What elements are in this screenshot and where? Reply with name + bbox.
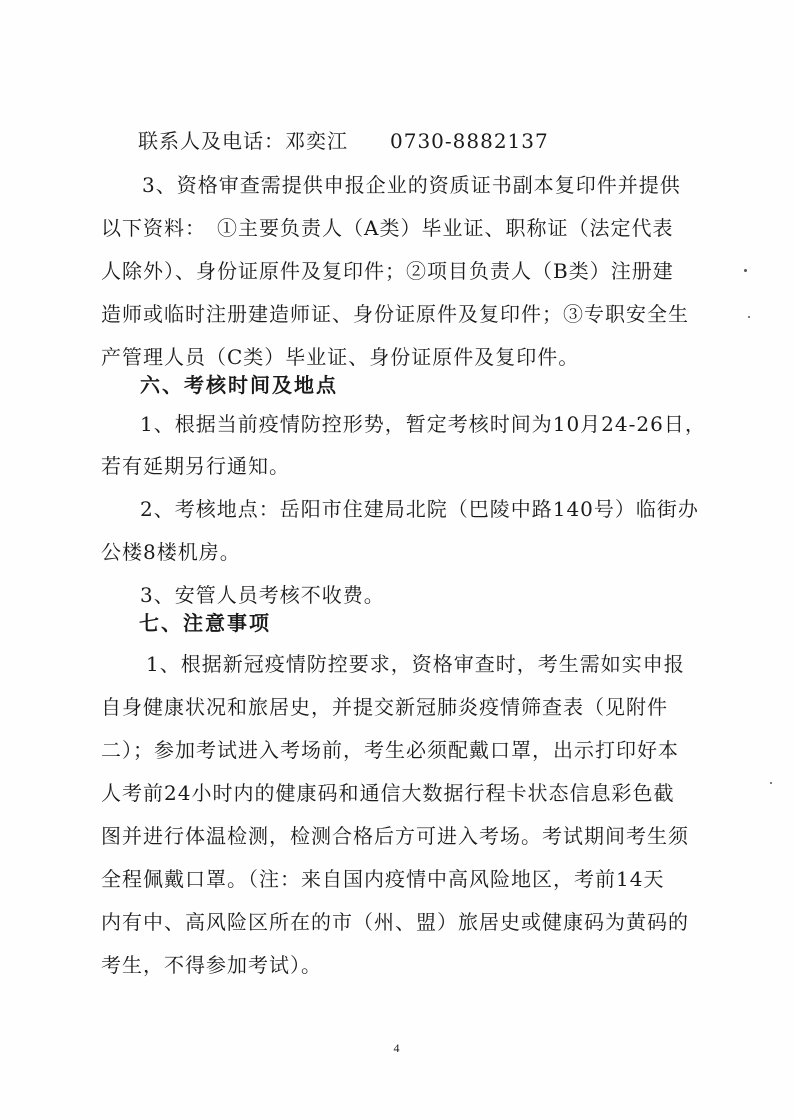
paragraph-line: 3、安管人员考核不收费。 [140,583,385,607]
contact-line: 联系人及电话：邓奕江 0730-8882137 [138,129,549,153]
paragraph-line: 内有中、高风险区所在的市（州、盟）旅居史或健康码为黄码的 [101,910,689,934]
paragraph-line: 二）；参加考试进入考场前，考生必须配戴口罩，出示打印好本 [101,738,679,762]
paragraph-line: 产管理人员（C类）毕业证、身份证原件及复印件。 [101,345,580,369]
paragraph-line: 若有延期另行通知。 [101,454,290,478]
paragraph-line: 考生，不得参加考试）。 [101,953,322,977]
paragraph-line: 自身健康状况和旅居史，并提交新冠肺炎疫情筛查表（见附件 [101,695,668,719]
paragraph-line: 图并进行体温检测，检测合格后方可进入考场。考试期间考生须 [101,824,689,848]
paragraph-line: 3、资格审查需提供申报企业的资质证书副本复印件并提供 [142,173,681,197]
page-number: 4 [393,1041,400,1055]
paragraph-line: 全程佩戴口罩。（注：来自国内疫情中高风险地区，考前14天 [101,867,665,891]
scan-speck [748,316,750,318]
paragraph-line: 1、根据当前疫情防控形势，暂定考核时间为10月24-26日， [140,412,706,436]
scan-speck [770,782,772,784]
paragraph-line: 人除外）、身份证原件及复印件；②项目负责人（B类）注册建 [101,259,674,283]
paragraph-line: 2、考核地点：岳阳市住建局北院（巴陵中路140号）临街办 [140,497,699,521]
paragraph-line: 公楼8楼机房。 [101,540,241,564]
section-heading-exam-time-place: 六、考核时间及地点 [140,373,338,397]
paragraph-line: 人考前24小时内的健康码和通信大数据行程卡状态信息彩色截 [101,781,675,805]
scan-speck [744,269,747,272]
paragraph-line: 以下资料： ①主要负责人（A类）毕业证、职称证（法定代表 [101,216,674,240]
paragraph-line: 1、根据新冠疫情防控要求，资格审查时，考生需如实申报 [146,652,685,676]
section-heading-notes: 七、注意事项 [139,611,271,635]
paragraph-line: 造师或临时注册建造师证、身份证原件及复印件；③专职安全生 [101,302,689,326]
